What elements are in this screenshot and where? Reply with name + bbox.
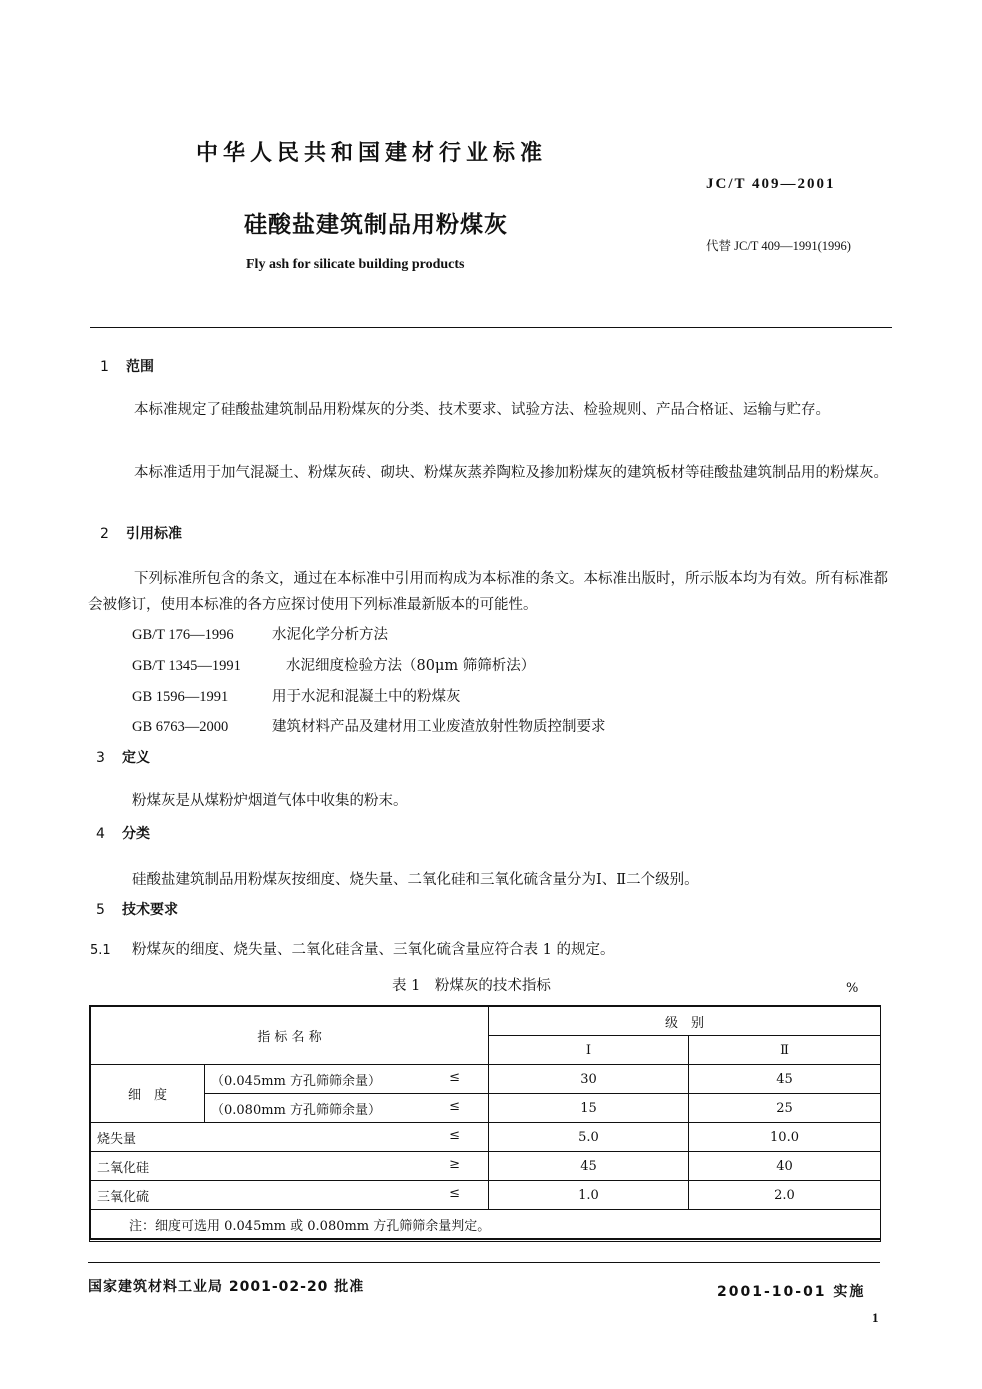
footer-divider	[88, 1262, 880, 1263]
section-heading-classification: 4 分类	[96, 826, 150, 842]
table-header-row	[91, 1007, 881, 1036]
grade-1-value: 1.0	[489, 1181, 689, 1210]
grade-1-value: 15	[489, 1094, 689, 1123]
table-row	[91, 1152, 881, 1181]
table-row	[91, 1065, 881, 1094]
references-paragraph: 下列标准所包含的条文，通过在本标准中引用而构成为本标准的条文。本标准出版时，所示版本均为有效。所有标准都会被修订，使用本标准的各方应探讨使用下列标准最新版本的可能性。	[88, 571, 888, 613]
technical-indicator-table	[90, 1006, 881, 1240]
grade-2-value: 10.0	[689, 1123, 881, 1152]
row-label: 二氧化硅 ≥	[91, 1152, 489, 1181]
reference-item: GB 6763—2000 建筑材料产品及建材用工业废渣放射性物质控制要求	[132, 719, 606, 735]
standard-code: JC/T 409—2001	[706, 176, 836, 192]
section-heading-requirements: 5 技术要求	[96, 902, 178, 918]
page-number: 1	[872, 1310, 879, 1325]
definition-paragraph: 粉煤灰是从煤粉炉烟道气体中收集的粉末。	[132, 793, 408, 809]
table-row	[91, 1094, 881, 1123]
table-unit: %	[846, 981, 859, 996]
grade-2-value: 45	[689, 1065, 881, 1094]
header-indicator-name: 指 标 名 称	[91, 1007, 489, 1065]
section-heading-definition: 3 定义	[96, 750, 150, 766]
standard-category-title: 中华人民共和国建材行业标准	[196, 141, 548, 166]
replaces-standard: 代替 JC/T 409—1991(1996)	[706, 239, 851, 253]
reference-item: GB/T 1345—1991 水泥细度检验方法（80μm 筛筛析法）	[132, 658, 536, 674]
row-label: （0.045mm 方孔筛筛余量） ≤	[205, 1065, 489, 1094]
requirement-5-1: 5.1 粉煤灰的细度、烧失量、二氧化硅含量、三氧化硫含量应符合表 1 的规定。	[90, 942, 615, 958]
table-note-row	[91, 1210, 881, 1240]
table-caption: 表 1 粉煤灰的技术指标	[392, 978, 551, 994]
row-label: 烧失量 ≤	[91, 1123, 489, 1152]
scope-paragraph-2: 本标准适用于加气混凝土、粉煤灰砖、砌块、粉煤灰蒸养陶粒及掺加粉煤灰的建筑板材等硅酸盐建筑制品用的粉煤灰。	[134, 465, 888, 481]
section-heading-references: 2 引用标准	[100, 526, 182, 542]
scope-paragraph-1: 本标准规定了硅酸盐建筑制品用粉煤灰的分类、技术要求、试验方法、检验规则、产品合格证、运输与贮存。	[134, 402, 830, 418]
reference-item: GB 1596—1991 用于水泥和混凝土中的粉煤灰	[132, 689, 461, 705]
row-label: 三氧化硫 ≤	[91, 1181, 489, 1210]
grade-2-value: 2.0	[689, 1181, 881, 1210]
grade-1-value: 45	[489, 1152, 689, 1181]
approval-line: 国家建筑材料工业局 2001-02-20 批准	[88, 1279, 365, 1295]
row-label: （0.080mm 方孔筛筛余量） ≤	[205, 1094, 489, 1123]
header-grade: 级 别	[489, 1007, 881, 1036]
grade-2-value: 25	[689, 1094, 881, 1123]
header-divider	[90, 327, 892, 328]
implementation-date: 2001-10-01 实施	[717, 1284, 866, 1300]
document-title-english: Fly ash for silicate building products	[246, 257, 465, 272]
grade-1-value: 30	[489, 1065, 689, 1094]
document-title: 硅酸盐建筑制品用粉煤灰	[244, 212, 508, 238]
fineness-label: 细 度	[91, 1065, 205, 1123]
reference-item: GB/T 176—1996 水泥化学分析方法	[132, 627, 388, 643]
header-grade-1: Ⅰ	[489, 1036, 689, 1065]
grade-2-value: 40	[689, 1152, 881, 1181]
table-note: 注：细度可选用 0.045mm 或 0.080mm 方孔筛筛余量判定。	[91, 1210, 881, 1240]
section-heading-scope: 1 范围	[100, 359, 154, 375]
header-grade-2: Ⅱ	[689, 1036, 881, 1065]
table-row	[91, 1181, 881, 1210]
classification-paragraph: 硅酸盐建筑制品用粉煤灰按细度、烧失量、二氧化硅和三氧化硫含量分为Ⅰ、Ⅱ二个级别。	[132, 872, 699, 888]
table-row	[91, 1123, 881, 1152]
grade-1-value: 5.0	[489, 1123, 689, 1152]
